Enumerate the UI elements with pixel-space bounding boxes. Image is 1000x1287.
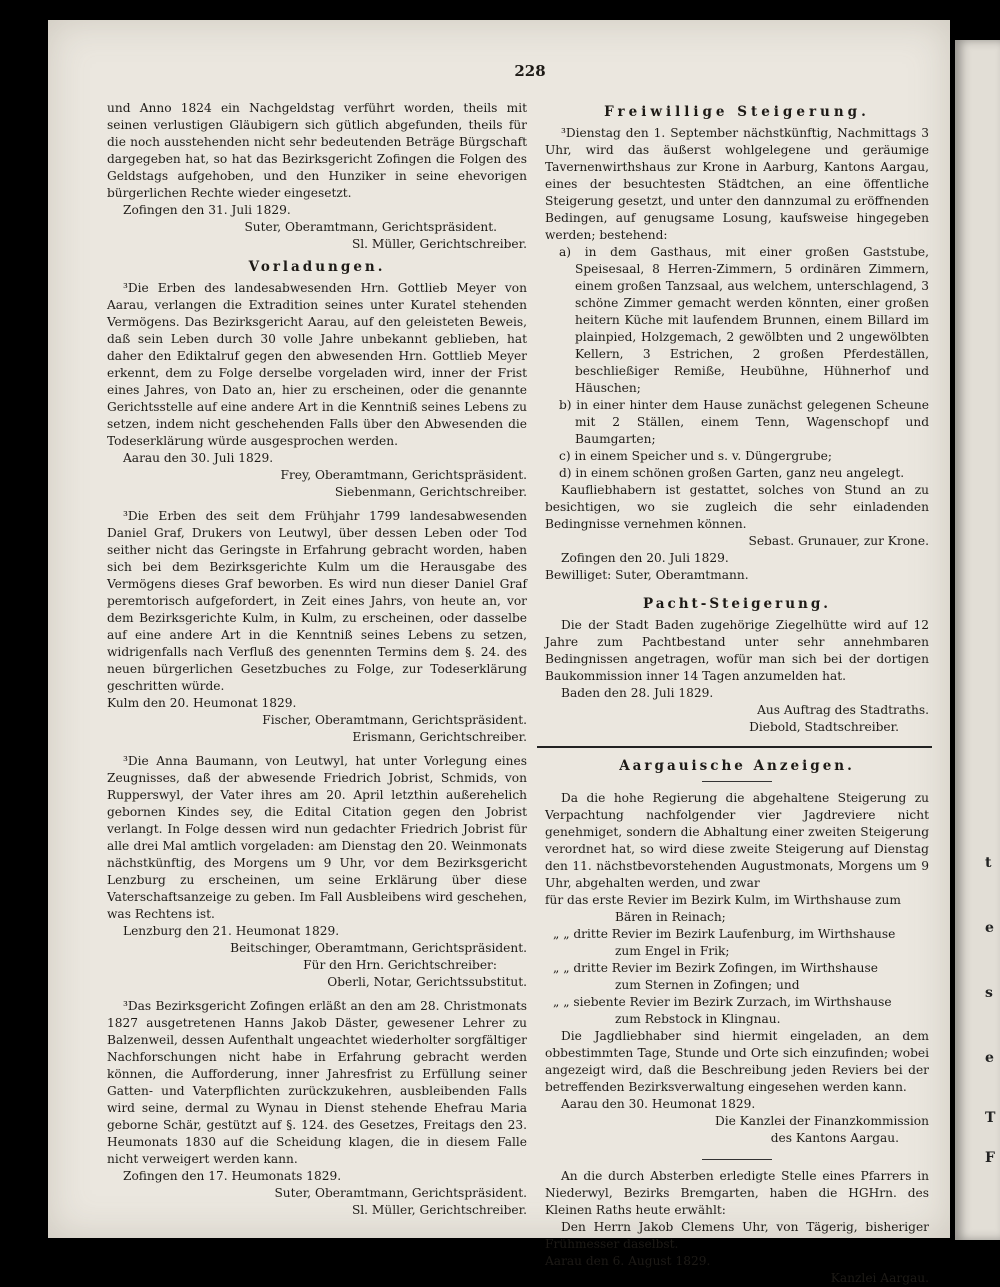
- notice-date: Aarau den 30. Juli 1829.: [123, 451, 274, 465]
- revier-line: zum Rebstock in Klingnau.: [615, 1012, 781, 1026]
- section-heading-pacht-steigerung: Pacht-Steigerung.: [642, 596, 832, 612]
- jagd-notice: Da die hohe Regierung die abgehaltene Steigerung zu Verpachtung nachfolgender vier Jagdreviere nicht genehmiget, sondern die Abhaltung einer zweiten Steigerung verordnet hat, so wird diese zweite Steigerung auf Dienstag den 11. nächstbevorstehenden Augustmonats, Morgens um 9 Uhr, abgehalten werden, und zwar: [545, 791, 929, 890]
- edge-fragment: e: [985, 1050, 994, 1066]
- list-item: c) in einem Speicher und s. v. Düngergrube;: [559, 449, 832, 463]
- meyer-notice: ³Die Erben des landesabwesenden Hrn. Gottlieb Meyer von Aarau, verlangen die Extradition seines unter Kuratel stehenden Vermögens. Das Bezirksgericht Aarau, auf den geleisteten Beweis, daß sein Leben durch 30 volle Jahre unbekannt geblieben, hat daher den Ediktalruf gegen den abwesenden Hrn. Gottlieb Meyer erkennt, dem zu Folge derselbe vorgeladen wird, inner der Frist eines Jahres, von Dato an, hier zu erscheinen, oder die genannte Gerichtsstelle auf eine andere Art in die Kenntniß seines Lebens zu setzen, indem nicht geschehenden Falls über den Abwesenden die Todeserklärung würde ausgesprochen werden.: [107, 281, 527, 448]
- pacht-notice: Die der Stadt Baden zugehörige Ziegelhütte wird auf 12 Jahre zum Pachtbestand unter sehr annehmbaren Bedingnissen angetragen, wofür man sich bei der dortigen Baukommission inner 14 Tagen anzumelden hat.: [545, 618, 929, 683]
- pfarrer-name: Den Herrn Jakob Clemens Uhr, von Tägerig, bisheriger Frühmesser daselbst.: [545, 1220, 929, 1251]
- notice-divider: [702, 1159, 772, 1160]
- section-heading-vorladungen: Vorladungen.: [248, 259, 386, 275]
- left-column: [107, 100, 527, 1219]
- revier-line: „ „ siebente Revier im Bezirk Zurzach, im Wirthshause: [553, 995, 892, 1009]
- list-item: b) in einer hinter dem Hause zunächst gelegenen Scheune mit 2 Ställen, einem Tenn, Wagenschopf und Baumgarten;: [559, 398, 929, 446]
- edge-fragment: t: [985, 855, 992, 871]
- notice-date: Zofingen den 31. Juli 1829.: [123, 203, 291, 217]
- signature: Sl. Müller, Gerichtschreiber.: [351, 237, 527, 251]
- signature: Für den Hrn. Gerichtschreiber:: [303, 958, 497, 972]
- signature: Suter, Oberamtmann, Gerichtspräsident.: [274, 1186, 527, 1200]
- section-heading-freiwillige-steigerung: Freiwillige Steigerung.: [604, 104, 870, 120]
- signature: Sebast. Grunauer, zur Krone.: [748, 534, 929, 548]
- daester-notice: ³Das Bezirksgericht Zofingen erläßt an den am 28. Christmonats 1827 ausgetretenen Hanns Jakob Däster, gewesener Lehrer zu Balzenweil, dessen Aufenthalt ungeachtet wiederholter sorgfältiger Nachforschungen nicht habe in Erfahrung gebracht werden können, die Aufforderung, inner Jahresfrist zu Erfüllung seiner Gatten- und Vaterpflichten zurückzukehren, ausbleibenden Falls wird seine, dermal zu Wynau in Dienst stehende Ehefrau Maria geborne Schär, gestützt auf §. 124. des Gesetzes, Freitags den 23. Heumonats 1830 auf die Scheidung klagen, die in diesem Falle nicht verweigert werden kann.: [107, 999, 527, 1166]
- signature: Sl. Müller, Gerichtschreiber.: [351, 1203, 527, 1217]
- graf-notice: ³Die Erben des seit dem Frühjahr 1799 landesabwesenden Daniel Graf, Drukers von Leutwyl, über dessen Leben oder Tod seither nicht das Geringste in Erfahrung gebracht worden, haben sich bei dem Bezirksgerichte Kulm um die Herausgabe des Vermögens dieses Graf beworben. Es wird nun dieser Daniel Graf peremtorisch aufgefordert, in Zeit eines Jahrs, von heute an, vor dem Bezirksgerichte Kulm, in Kulm, zu erscheinen, oder dasselbe auf eine andere Art in die Kenntniß seines Lebens zu setzen, widrigenfalls nach Verfluß des genennten Termins dem §. 24. des neuen bürgerlichen Gesetzbuches zu Folge, zur Todeserklärung geschritten würde.: [107, 509, 527, 693]
- right-column: [545, 100, 929, 1287]
- signature: Frey, Oberamtmann, Gerichtspräsident.: [280, 468, 527, 482]
- notice-date: Baden den 28. Juli 1829.: [561, 686, 714, 700]
- signature: Aus Auftrag des Stadtraths.: [757, 703, 929, 717]
- revier-line: zum Engel in Frik;: [615, 944, 730, 958]
- edge-fragment: F: [985, 1150, 995, 1166]
- notice-date: Zofingen den 20. Juli 1829.: [561, 551, 729, 565]
- list-item: d) in einem schönen großen Garten, ganz neu angelegt.: [559, 466, 905, 480]
- revier-line: „ „ dritte Revier im Bezirk Zofingen, im Wirthshause: [553, 961, 878, 975]
- approval-line: Bewilliget: Suter, Oberamtmann.: [545, 568, 749, 582]
- heading-rule: [702, 781, 772, 782]
- notice-date: Zofingen den 17. Heumonats 1829.: [123, 1169, 342, 1183]
- signature: Die Kanzlei der Finanzkommission: [714, 1114, 929, 1128]
- krone-auction-close: Kaufliebhabern ist gestattet, solches von Stund an zu besichtigen, wo sie zugleich die sehr einladenden Bedingnisse vernehmen können.: [545, 483, 929, 531]
- signature: des Kantons Aargau.: [770, 1131, 899, 1145]
- signature: Beitschinger, Oberamtmann, Gerichtspräsident.: [230, 941, 527, 955]
- section-heading-aargauische-anzeigen: Aargauische Anzeigen.: [619, 758, 855, 774]
- notice-date: Kulm den 20. Heumonat 1829.: [107, 696, 297, 710]
- notice-date: Lenzburg den 21. Heumonat 1829.: [123, 924, 340, 938]
- revier-line: zum Sternen in Zofingen; und: [615, 978, 800, 992]
- list-item: a) in dem Gasthaus, mit einer großen Gaststube, Speisesaal, 8 Herren-Zimmern, 5 ordinären Zimmern, einem großen Tanzsaal, aus welchem, unterschlagend, 3 schöne Zimmer gemacht werden könnten, einer großen heitern Küche mit laufendem Brunnen, einem Billard im plainpied, Holzgemach, 2 gewölbten und 2 ungewölbten Kellern, 3 Estrichen, 2 großen Pferdeställen, beschließiger Remiße, Heubühne, Hühnerhof und Häuschen;: [559, 245, 929, 395]
- hunziker-notice: und Anno 1824 ein Nachgeldstag verführt worden, theils mit seinen verlustigen Gläubigern sich gütlich abgefunden, theils für die noch ausstehenden nicht sehr bedeutenden Beträge Bürgschaft dargegeben hat, so hat das Bezirksgericht Zofingen die Folgen des Geldstags aufgehoben, und den Hunziker in seine ehevorigen bürgerlichen Rechte wieder eingesetzt.: [107, 101, 527, 200]
- edge-fragment: e: [985, 920, 994, 936]
- page-number: 228: [514, 62, 546, 80]
- notice-date: Aarau den 30. Heumonat 1829.: [561, 1097, 756, 1111]
- next-page-edge: [955, 40, 1000, 1240]
- signature: Suter, Oberamtmann, Gerichtspräsident.: [244, 220, 497, 234]
- signature: Siebenmann, Gerichtschreiber.: [334, 485, 527, 499]
- signature: Fischer, Oberamtmann, Gerichtspräsident.: [262, 713, 527, 727]
- edge-fragment: s: [985, 985, 993, 1001]
- signature: Diebold, Stadtschreiber.: [749, 720, 899, 734]
- signature: Oberli, Notar, Gerichtssubstitut.: [327, 975, 527, 989]
- krone-auction-intro: ³Dienstag den 1. September nächstkünftig, Nachmittags 3 Uhr, wird das äußerst wohlgelegene und geräumige Tavernenwirthshaus zur Krone in Aarburg, Kantons Aargau, eines der besuchtesten Städtchen, an eine öffentliche Steigerung gesetzt, und unter den dannzumal zu eröffnenden Bedingen, auf genugsame Losung, kaufsweise hingegeben werden; bestehend:: [545, 126, 929, 242]
- signature: Kanzlei Aargau.: [830, 1271, 929, 1285]
- revier-line: für das erste Revier im Bezirk Kulm, im Wirthshause zum: [545, 893, 901, 907]
- baumann-notice: ³Die Anna Baumann, von Leutwyl, hat unter Vorlegung eines Zeugnisses, daß der abwesende Friedrich Jobrist, Schmids, von Rupperswyl, der Vater ihres am 20. April letzthin außerehelich gebornen Kindes sey, die Edital Citation gegen den Jobrist verlangt. In Folge dessen wird nun gedachter Friedrich Jobrist für alle drei Mal amtlich vorgeladen: am Dienstag den 20. Weinmonats nächstkünftig, des Morgens um 9 Uhr, vor dem Bezirksgericht Lenzburg zu erscheinen, um seine Erklärung über diese Vaterschaftsanzeige zu geben. Im Fall Ausbleibens wird geschehen, was Rechtens ist.: [107, 754, 527, 921]
- revier-line: Bären in Reinach;: [615, 910, 726, 924]
- notice-date: Aarau den 6. August 1829.: [545, 1254, 711, 1268]
- pfarrer-notice: An die durch Absterben erledigte Stelle eines Pfarrers in Niederwyl, Bezirks Bremgarten, haben die HGHrn. des Kleinen Raths heute erwählt:: [545, 1169, 929, 1217]
- revier-line: „ „ dritte Revier im Bezirk Laufenburg, im Wirthshause: [553, 927, 896, 941]
- jagd-close: Die Jagdliebhaber sind hiermit eingeladen, an dem obbestimmten Tage, Stunde und Orte sich einzufinden; wobei angezeigt wird, daß die Beschreibung jeden Reviers bei der betreffenden Bezirksverwaltung eingesehen werden kann.: [545, 1029, 929, 1094]
- edge-fragment: T: [985, 1110, 996, 1126]
- section-divider: [537, 746, 932, 748]
- signature: Erismann, Gerichtschreiber.: [352, 730, 527, 744]
